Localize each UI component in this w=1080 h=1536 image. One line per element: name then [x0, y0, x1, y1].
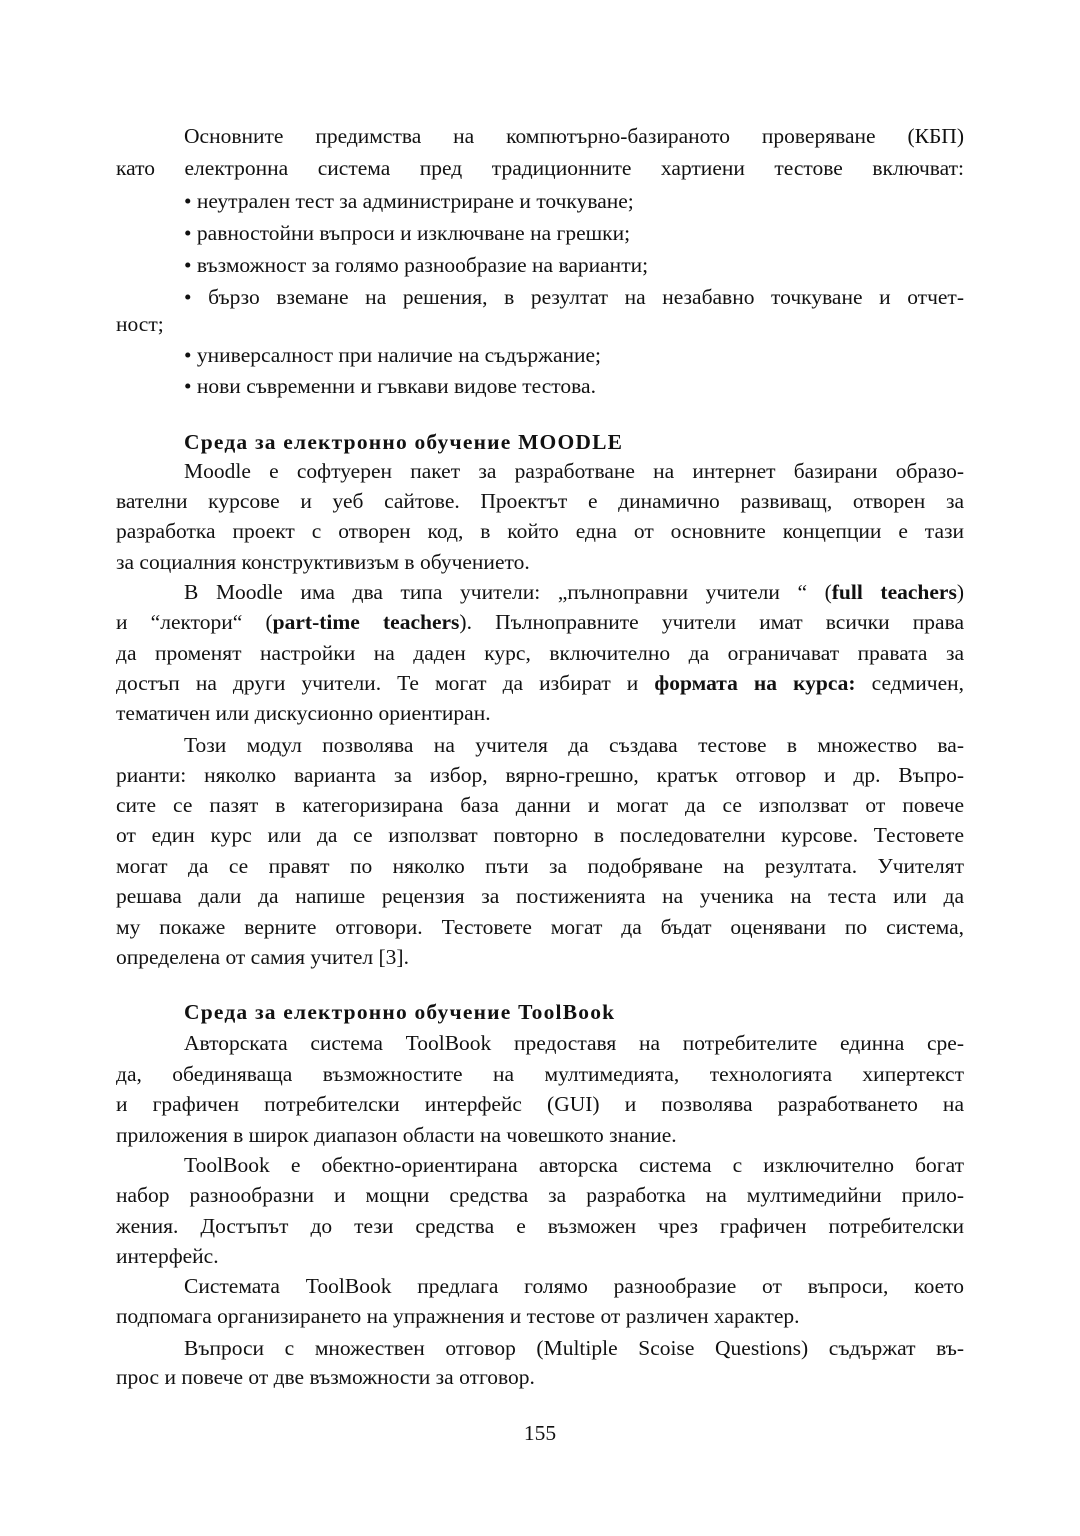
moodle-paragraph-line: В Moodle има два типа учители: „пълноправни учители “ (full teachers): [184, 580, 964, 604]
page-number: 155: [523, 1421, 557, 1445]
bullet-item: • универсалност при наличие на съдържание;: [184, 343, 602, 367]
moodle-paragraph-line: за социалния конструктивизъм в обучението.: [116, 550, 530, 574]
bullet-item: • нови съвременни и гъвкави видове тестова.: [184, 374, 596, 398]
moodle-paragraph-line: от един курс или да се използват повторно в последователни курсове. Тестовете: [116, 823, 964, 847]
toolbook-paragraph-line: интерфейс.: [116, 1244, 219, 1268]
moodle-paragraph-line: и “лектори“ (part-time teachers). Пълноправните учители имат всички права: [116, 610, 965, 634]
bullet-item: • неутрален тест за администриране и точкуване;: [184, 189, 634, 213]
bullet-item: • бързо вземане на решения, в резултат на незабавно точкуване и отчет-: [184, 285, 964, 309]
intro-line: Основните предимства на компютърно-базираното проверяване (КБП): [184, 124, 964, 148]
toolbook-paragraph-line: жения. Достъпът до тези средства е възможен чрез графичен потребителски: [116, 1214, 964, 1238]
term-course-format: формата на курса:: [654, 671, 856, 695]
moodle-paragraph-line: сите се пазят в категоризирана база данни и могат да се използват от повече: [116, 793, 964, 817]
moodle-paragraph-line: Moodle е софтуерен пакет за разработване на интернет базирани образо-: [184, 459, 964, 483]
toolbook-paragraph-line: набор разнообразни и мощни средства за разработка на мултимедийни прило-: [116, 1183, 964, 1207]
toolbook-paragraph-line: ToolBook е обектно-ориентирана авторска система с изключително богат: [184, 1153, 964, 1177]
intro-line: като електронна система пред традиционните хартиени тестове включват:: [116, 156, 964, 180]
term-full-teachers: full teachers: [831, 580, 957, 604]
moodle-paragraph-line: решава дали да напише рецензия за постиженията на ученика на теста или да: [116, 884, 964, 908]
toolbook-paragraph-line: прос и повече от две възможности за отговор.: [116, 1365, 535, 1389]
moodle-paragraph-line: му покаже верните отговори. Тестовете могат да бъдат оценявани по система,: [116, 915, 964, 939]
section-heading-toolbook: Среда за електронно обучение ToolBook: [184, 1000, 616, 1024]
moodle-paragraph-line: рианти: няколко варианта за избор, вярно-грешно, кратък отговор и др. Въпро-: [116, 763, 964, 787]
toolbook-paragraph-line: Въпроси с множествен отговор (Multiple Scoise Questions) съдържат въ-: [184, 1336, 964, 1360]
moodle-paragraph-line: могат да се правят по няколко пъти за подобряване на резултата. Учителят: [116, 854, 964, 878]
bullet-item-continued: ност;: [116, 312, 164, 336]
moodle-paragraph-line: да променят настройки на даден курс, включително да ограничават правата за: [116, 641, 964, 665]
toolbook-paragraph-line: да, обединяваща възможностите на мултимедията, технологията хипертекст: [116, 1062, 964, 1086]
toolbook-paragraph-line: Авторската система ToolBook предоставя на потребителите единна сре-: [184, 1031, 964, 1055]
moodle-paragraph-line: достъп на други учители. Те могат да избират и формата на курса: седмичен,: [116, 671, 964, 695]
toolbook-paragraph-line: Системата ToolBook предлага голямо разнообразие от въпроси, което: [184, 1274, 964, 1298]
bullet-item: • възможност за голямо разнообразие на варианти;: [184, 253, 649, 277]
moodle-paragraph-line: Този модул позволява на учителя да създава тестове в множество ва-: [184, 733, 964, 757]
bullet-item: • равностойни въпроси и изключване на грешки;: [184, 221, 631, 245]
moodle-paragraph-line: вателни курсове и уеб сайтове. Проектът е динамично развиващ, отворен за: [116, 489, 964, 513]
section-heading-moodle: Среда за електронно обучение MOODLE: [184, 430, 624, 454]
moodle-paragraph-line: определена от самия учител [3].: [116, 945, 409, 969]
term-part-time-teachers: part-time teachers: [272, 610, 460, 634]
moodle-paragraph-line: тематичен или дискусионно ориентиран.: [116, 701, 491, 725]
moodle-paragraph-line: разработка проект с отворен код, в който една от основните концепции е тази: [116, 519, 964, 543]
toolbook-paragraph-line: подпомага организирането на упражнения и тестове от различен характер.: [116, 1304, 800, 1328]
toolbook-paragraph-line: приложения в широк диапазон области на човешкото знание.: [116, 1123, 677, 1147]
toolbook-paragraph-line: и графичен потребителски интерфейс (GUI) и позволява разработването на: [116, 1092, 964, 1116]
